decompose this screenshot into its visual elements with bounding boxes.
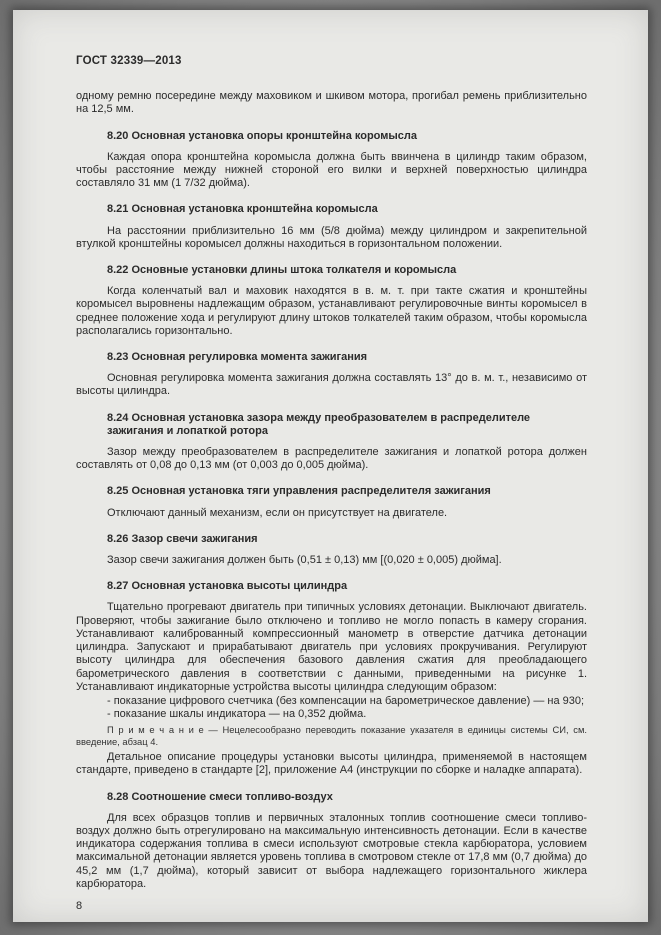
indicator-list-item-2: - показание шкалы индикатора — на 0,352 дюйма. xyxy=(107,708,367,721)
section-8-27-note: П р и м е ч а н и е — Нецелесообразно переводить показание указателя в единицы системы СИ, см. введение, абзац 4. xyxy=(76,724,587,747)
section-heading-8-21: 8.21 Основная установка кронштейна коромысла xyxy=(107,203,378,216)
standard-code-header: ГОСТ 32339—2013 xyxy=(76,55,182,67)
page-number: 8 xyxy=(76,899,83,912)
section-8-27-paragraph-2: Детальное описание процедуры установки высоты цилиндра, применяемой в настоящем стандарте, приведено в стандарте [2], приложение А4 (инструкции по сборке и наладке аппарата). xyxy=(76,751,587,777)
section-8-26-paragraph: Зазор свечи зажигания должен быть (0,51 ± 0,13) мм [(0,020 ± 0,005) дюйма]. xyxy=(107,554,502,567)
continuation-paragraph: одному ремню посередине между маховиком и шкивом мотора, прогибал ремень приблизительно на 12,5 мм. xyxy=(76,90,587,116)
indicator-list-item-1: - показание цифрового счетчика (без компенсации на барометрическое давление) — на 930; xyxy=(107,694,585,707)
section-heading-8-25: 8.25 Основная установка тяги управления распределителя зажигания xyxy=(107,485,491,498)
document-page xyxy=(13,10,648,922)
section-heading-8-27: 8.27 Основная установка высоты цилиндра xyxy=(107,580,348,593)
section-8-25-paragraph: Отключают данный механизм, если он присутствует на двигателе. xyxy=(107,506,448,519)
section-8-27-paragraph-1: Тщательно прогревают двигатель при типичных условиях детонации. Выключают двигатель. Проверяют, чтобы зажигание было отключено и топливо не могло попасть в камеру сгорания. Устанавливают калиброванный компрессионный манометр в отверстие датчика детонации цилиндра. Запускают и прирабатывают двигатель при условиях прокручивания. Регулируют высоту цилиндра для обеспечения базового давления сжатия для преобладающего барометрического давления в соответствии с данными, приведенными на рисунке 1. Устанавливают индикаторные устройства высоты цилиндра следующим образом: xyxy=(76,601,587,693)
section-8-21-paragraph: На расстоянии приблизительно 16 мм (5/8 дюйма) между цилиндром и закрепительной втулкой кронштейны коромысел должны находиться в горизонтальном положении. xyxy=(76,224,587,250)
section-heading-8-28: 8.28 Соотношение смеси топливо-воздух xyxy=(107,790,333,803)
section-heading-8-24: 8.24 Основная установка зазора между преобразователем в распределителе зажигания и лопаткой ротора xyxy=(107,411,531,437)
section-8-24-paragraph: Зазор между преобразователем в распределителе зажигания и лопаткой ротора должен составлять от 0,08 до 0,13 мм (от 0,003 до 0,005 дюйма). xyxy=(76,446,587,472)
section-8-22-paragraph: Когда коленчатый вал и маховик находятся в в. м. т. при такте сжатия и кронштейны коромысел выровнены надлежащим образом, устанавливают регулировочные винты коромысел в среднее положение хода и регулируют длину штоков толкателей таким образом, чтобы коромысла располагались горизонтально. xyxy=(76,285,587,337)
page-content xyxy=(13,10,648,913)
section-heading-8-22: 8.22 Основные установки длины штока толкателя и коромысла xyxy=(107,264,457,277)
section-8-20-paragraph: Каждая опора кронштейна коромысла должна быть ввинчена в цилиндр таким образом, чтобы расстояние между нижней стороной его вилки и верхней поверхностью цилиндра составляло 31 мм (1 7/32 дюйма). xyxy=(76,150,587,190)
section-heading-8-23: 8.23 Основная регулировка момента зажигания xyxy=(107,351,368,364)
section-heading-8-20: 8.20 Основная установка опоры кронштейна коромысла xyxy=(107,129,417,142)
section-heading-8-26: 8.26 Зазор свечи зажигания xyxy=(107,532,258,545)
section-8-23-paragraph: Основная регулировка момента зажигания должна составлять 13° до в. м. т., независимо от высоты цилиндра. xyxy=(76,372,587,398)
section-8-28-paragraph: Для всех образцов топлив и первичных эталонных топлив соотношение смеси топливо-воздух должно быть отрегулировано на максимальную интенсивность детонации. Если в качестве индикатора содержания топлива в смеси используют смотровые стекла карбюратора, условием максимальной детонации является уровень топлива в смотровом стекле от 17,8 мм (0,7 дюйма) до 45,2 мм (1,7 дюйма), который зависит от выбора надлежащего горизонтального жиклера карбюратора. xyxy=(76,811,587,890)
